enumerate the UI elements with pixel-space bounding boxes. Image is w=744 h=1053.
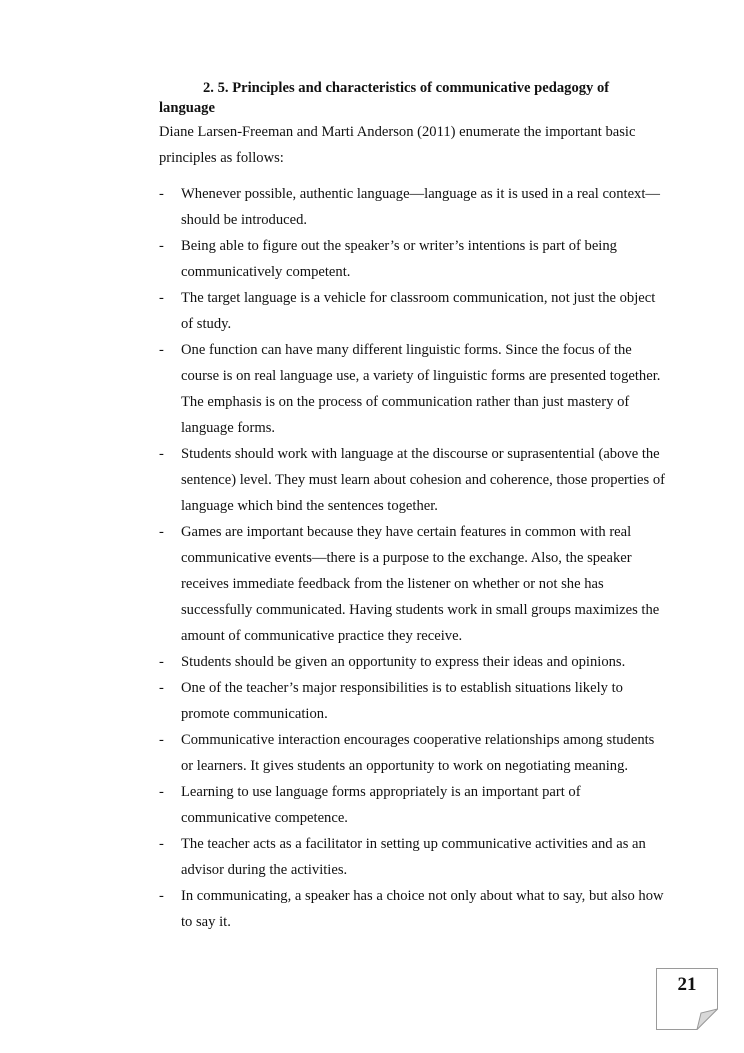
list-item-text: The teacher acts as a facilitator in setting up communicative activities and as an advisor during the activities. xyxy=(181,836,646,878)
bullet-dash: - xyxy=(159,836,164,852)
list-item xyxy=(159,285,669,337)
list-item xyxy=(159,883,669,935)
list-item xyxy=(159,727,669,779)
list-item-text: One function can have many different linguistic forms. Since the focus of the course is on real language use, a variety of linguistic forms are presented together. The emphasis is on the process of communication rather than just mastery of language forms. xyxy=(181,342,661,436)
list-item xyxy=(159,441,669,519)
list-item-text: The target language is a vehicle for classroom communication, not just the object of study. xyxy=(181,290,656,332)
list-item xyxy=(159,233,669,285)
bullet-dash: - xyxy=(159,446,164,462)
list-item xyxy=(159,779,669,831)
bullet-dash: - xyxy=(159,784,164,800)
list-item-text: Whenever possible, authentic language—language as it is used in a real context—should be introduced. xyxy=(181,186,660,228)
bullet-dash: - xyxy=(159,238,164,254)
section-heading xyxy=(159,78,659,118)
principles-list xyxy=(159,181,669,935)
bullet-dash: - xyxy=(159,654,164,670)
list-item xyxy=(159,181,669,233)
intro-paragraph: Diane Larsen-Freeman and Marti Anderson (2011) enumerate the important basic principles as follows: xyxy=(159,124,636,166)
list-item xyxy=(159,675,669,727)
list-item-text: Being able to figure out the speaker’s or writer’s intentions is part of being communicatively competent. xyxy=(181,238,617,280)
list-item-text: One of the teacher’s major responsibilities is to establish situations likely to promote communication. xyxy=(181,680,623,722)
list-item-text: Students should be given an opportunity to express their ideas and opinions. xyxy=(181,654,626,670)
list-item xyxy=(159,831,669,883)
list-item xyxy=(159,649,669,675)
list-item-text: In communicating, a speaker has a choice not only about what to say, but also how to say it. xyxy=(181,888,664,930)
list-item-text: Games are important because they have certain features in common with real communicative events—there is a purpose to the exchange. Also, the speaker receives immediate feedback from the listener on whether or not she has successfully communicated. Having students work in small groups maximizes the amount of communicative practice they receive. xyxy=(181,524,660,644)
list-item-text: Learning to use language forms appropriately is an important part of communicative competence. xyxy=(181,784,581,826)
bullet-dash: - xyxy=(159,680,164,696)
list-item xyxy=(159,519,669,649)
page-number: 21 xyxy=(677,974,697,995)
list-item xyxy=(159,337,669,441)
list-item-text: Communicative interaction encourages cooperative relationships among students or learners. It gives students an opportunity to work on negotiating meaning. xyxy=(181,732,655,774)
bullet-dash: - xyxy=(159,290,164,306)
section-title-line-1: Principles and characteristics of communicative pedagogy of xyxy=(232,80,610,96)
section-number: 2. 5. xyxy=(203,80,229,96)
bullet-dash: - xyxy=(159,524,164,540)
bullet-dash: - xyxy=(159,732,164,748)
list-item-text: Students should work with language at the discourse or suprasentential (above the sentence) level. They must learn about cohesion and coherence, those properties of language which bind the sentences together. xyxy=(181,446,665,514)
section-title-line-2: language xyxy=(159,100,215,116)
bullet-dash: - xyxy=(159,186,164,202)
bullet-dash: - xyxy=(159,342,164,358)
bullet-dash: - xyxy=(159,888,164,904)
page-number-badge xyxy=(656,968,718,1030)
